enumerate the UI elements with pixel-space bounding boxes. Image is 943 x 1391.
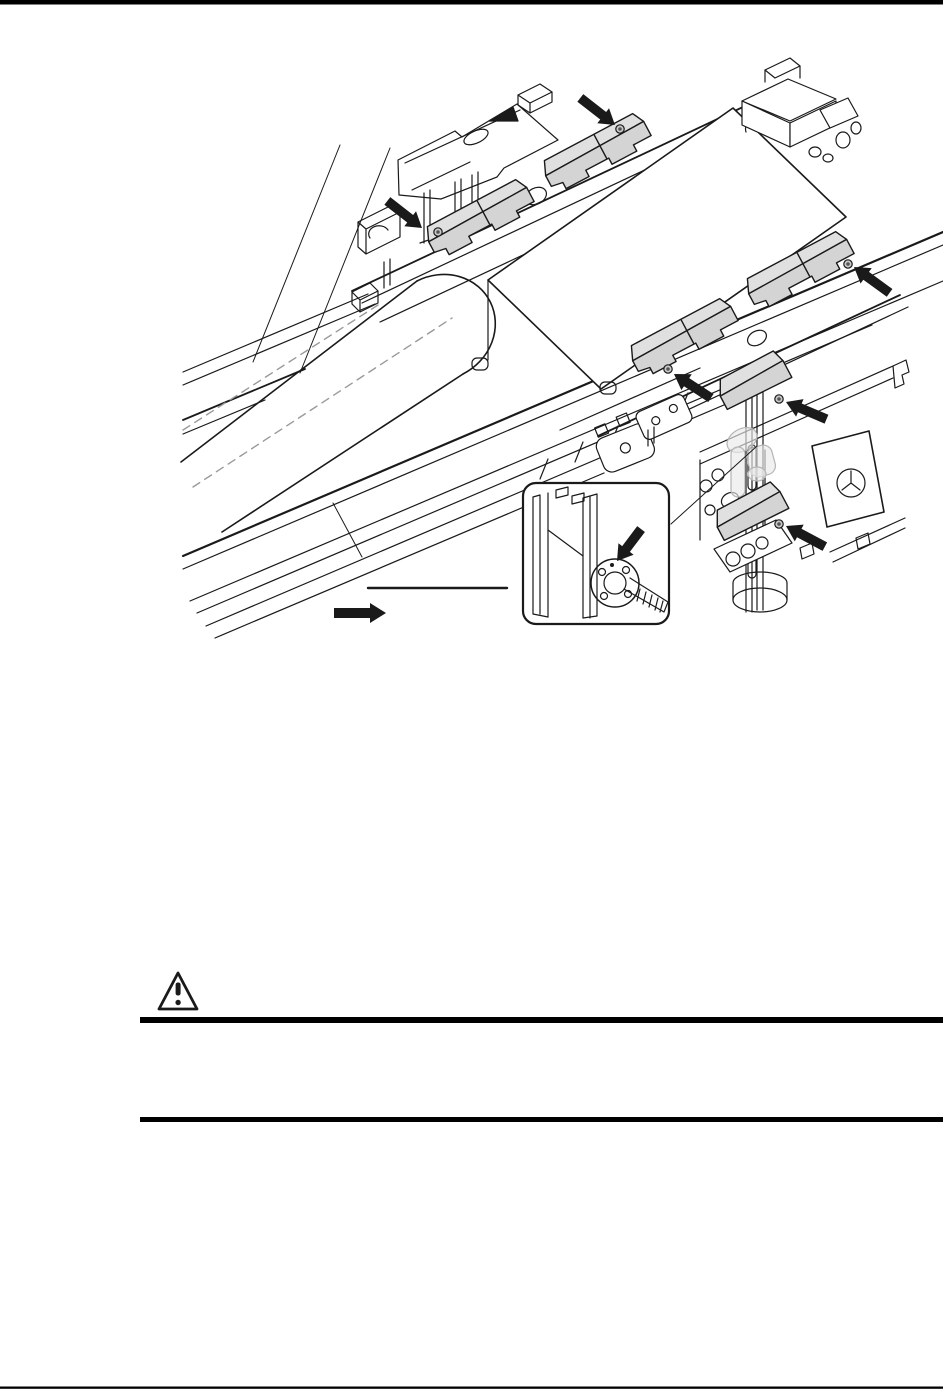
warning-triangle-icon	[159, 973, 197, 1009]
screw-2	[434, 228, 442, 236]
detail-callout	[523, 483, 669, 624]
direction-arrow	[334, 603, 386, 623]
screw-arrow-2	[381, 193, 427, 235]
screw-6	[775, 520, 783, 528]
screw-arrow-5	[782, 393, 830, 428]
screw-4	[664, 365, 672, 373]
roller-cylinder	[181, 274, 495, 532]
footer-rule	[0, 1387, 943, 1389]
callout-screw	[610, 563, 614, 567]
warning-exclamation-dot	[175, 1000, 180, 1005]
screw-1	[616, 125, 624, 133]
warning-exclamation-bar	[176, 983, 181, 996]
screw-arrow-6	[782, 518, 830, 555]
top-edge-bar	[0, 0, 943, 5]
screw-3	[844, 260, 852, 268]
illustration	[181, 58, 943, 638]
caution-bar-lower	[140, 1117, 943, 1122]
screw-arrow-3	[848, 259, 895, 300]
caution-bar-upper	[140, 1017, 943, 1023]
screw-5	[775, 395, 783, 403]
